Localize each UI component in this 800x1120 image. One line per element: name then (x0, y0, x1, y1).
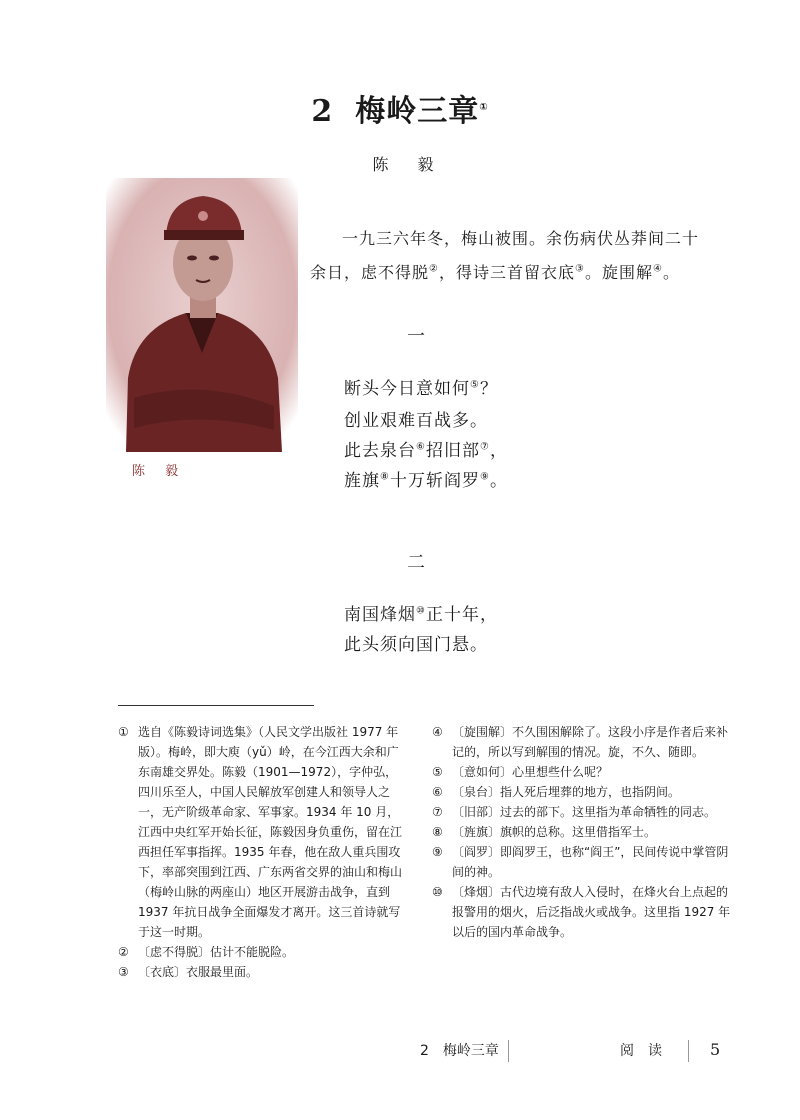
poem-2-line-1 (344, 600, 498, 625)
footer-divider (508, 1040, 509, 1062)
note-marker-4: ④ (652, 263, 663, 275)
footnote-marker: ⑨ (432, 845, 443, 859)
footnote-text: 〔泉台〕指人死后埋葬的地方，也指阴间。 (452, 785, 681, 799)
footnote-text: 〔旧部〕过去的部下。这里指为革命牺牲的同志。 (452, 805, 717, 819)
preface-text-d: 。 (662, 263, 680, 282)
footnote-item (118, 722, 408, 942)
footnote-item (432, 842, 734, 882)
footnote-item (432, 782, 734, 802)
footnote-item (432, 822, 734, 842)
verse-text: 断头今日意如何 (344, 379, 470, 399)
page-number: 5 (710, 1040, 721, 1059)
note-marker-9: ⑨ (479, 471, 490, 483)
footnote-text: 〔虑不得脱〕估计不能脱险。 (138, 945, 295, 959)
footnote-item (432, 882, 734, 942)
lesson-title-text: 梅岭三章 (355, 94, 480, 129)
portrait-drawing (106, 178, 298, 452)
verse-text: 旌旗 (344, 471, 380, 491)
note-marker-5: ⑤ (470, 379, 480, 391)
preface-text-c: 。旋围解 (584, 263, 653, 282)
verse-text: ？ (479, 379, 498, 399)
footnote-item (118, 942, 408, 962)
preface-line-1: 一九三六年冬，梅山被围。余伤病伏丛莽间二十 (342, 229, 700, 248)
poem-1-line-3 (344, 436, 508, 461)
footnote-marker: ⑩ (432, 885, 443, 899)
note-marker-2: ② (429, 263, 439, 275)
footnote-item (118, 962, 408, 982)
poem-2-line-2: 此头须向国门悬。 (344, 635, 488, 655)
footer-section-label: 阅 读 (620, 1043, 662, 1059)
preface-paragraph (310, 222, 730, 290)
lesson-number: 2 (311, 94, 334, 129)
footnote-marker: ② (118, 945, 129, 959)
verse-text: 此去泉台 (344, 441, 416, 461)
footnote-marker: ④ (432, 725, 443, 739)
poem-1-line-4 (344, 466, 508, 491)
verse-text: ， (489, 441, 508, 461)
verse-text: 南国烽烟 (344, 605, 416, 625)
portrait-image (106, 178, 298, 452)
footnote-marker: ③ (118, 965, 129, 979)
footnote-item (432, 802, 734, 822)
title-note-marker: ① (479, 102, 489, 113)
footnotes-right-column (432, 722, 734, 942)
footnote-marker: ⑤ (432, 765, 443, 779)
footnote-item (432, 722, 734, 762)
poem-1-line-2: 创业艰难百战多。 (344, 411, 488, 431)
footnote-marker: ⑧ (432, 825, 443, 839)
note-marker-10: ⑩ (416, 605, 426, 617)
footnote-divider (118, 705, 314, 706)
poem-1-heading: 一 (407, 326, 425, 347)
footnote-item (432, 762, 734, 782)
note-marker-7: ⑦ (479, 441, 490, 453)
note-marker-8: ⑧ (380, 471, 390, 483)
verse-text: 招旧部 (425, 441, 480, 461)
preface-text-b: ，得诗三首留衣底 (438, 263, 575, 282)
poem-2-heading: 二 (407, 552, 425, 573)
footer-lesson-label: 2 梅岭三章 (420, 1043, 499, 1059)
footnote-text: 〔旌旗〕旗帜的总称。这里借指军士。 (452, 825, 657, 839)
verse-text: 十万斩阎罗 (389, 471, 480, 491)
verse-text: 。 (489, 471, 508, 491)
lesson-title (0, 86, 800, 130)
author-name: 陈 毅 (372, 155, 446, 174)
footnotes-left-column (118, 722, 408, 982)
preface-text-a: 余日，虑不得脱 (310, 263, 430, 282)
preface-line-2 (310, 256, 730, 290)
footnote-text: 选自《陈毅诗词选集》（人民文学出版社 1977 年版）。梅岭，即大庾（yǔ）岭，在今江西大余和广东南雄交界处。陈毅（1901—1972），字仲弘，四川乐至人，中国人民解放军创建人和领导人之一，无产阶级革命家、军事家。1934 年 10 月，江西中央红军开始长征，陈毅因身负重伤，留在江西担任军事指挥。1935 年春，他在敌人重兵围攻下，率部突围到江西、广东两省交界的油山和梅山（梅岭山脉的两座山）地区开展游击战争，直到 1937 年抗日战争全面爆发才离开。这三首诗就写于这一时期。 (138, 725, 403, 939)
poem-1-line-1 (344, 374, 498, 399)
portrait-caption: 陈 毅 (132, 464, 187, 479)
footnote-marker: ⑦ (432, 805, 443, 819)
footer-divider (688, 1040, 689, 1062)
note-marker-6: ⑥ (416, 441, 426, 453)
footnote-marker: ⑥ (432, 785, 443, 799)
note-marker-3: ③ (575, 263, 585, 275)
footnote-text: 〔衣底〕衣服最里面。 (138, 965, 259, 979)
footnote-text: 〔意如何〕心里想些什么呢？ (452, 765, 609, 779)
footnote-text: 〔阎罗〕即阎罗王，也称“阎王”，民间传说中掌管阴间的神。 (452, 845, 729, 879)
footnote-text: 〔烽烟〕古代边境有敌人入侵时，在烽火台上点起的报警用的烟火，后泛指战火或战争。这里指 1927 年以后的国内革命战争。 (452, 885, 731, 939)
footnote-marker: ① (118, 725, 129, 739)
footnote-text: 〔旋围解〕不久围困解除了。这段小序是作者后来补记的，所以写到解围的情况。旋，不久、随即。 (452, 725, 729, 759)
verse-text: 正十年， (425, 605, 498, 625)
